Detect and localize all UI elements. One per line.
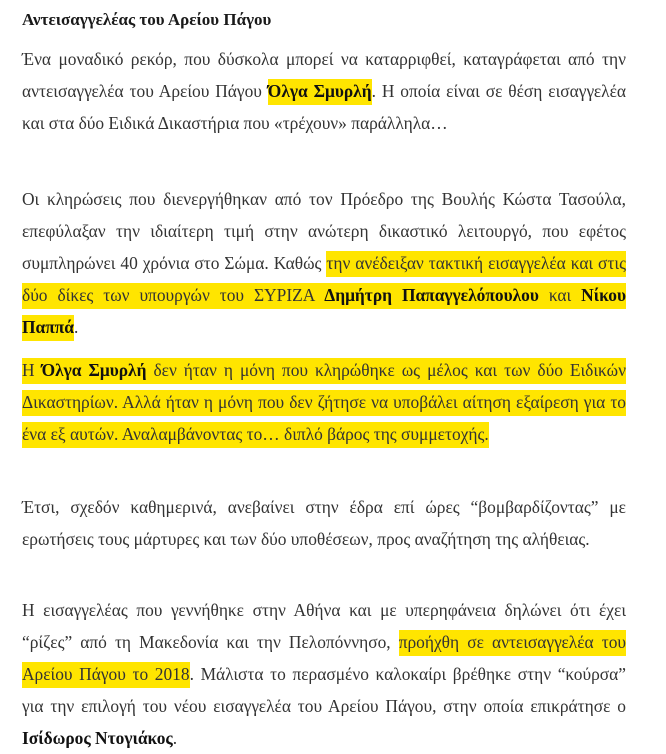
article-heading: Αντεισαγγελέας του Αρείου Πάγου	[22, 10, 272, 29]
highlighted-text: την ανέδειξαν τακτική εισαγγελέα και στις δύο δίκες των υπουργών του ΣΥΡΙΖΑ	[22, 251, 626, 309]
text-segment: Η εισαγγελέας που γεννήθηκε στην Αθήνα και με υπερηφάνεια δηλώνει ότι έχει “ρίζες” από τη Μακεδονία και την Πελοπόννησο,	[22, 600, 626, 652]
text-segment: Έτσι, σχεδόν καθημερινά, ανεβαίνει στην έδρα επί ώρες “βομβαρδίζοντας” με ερωτήσεις τους μάρτυρες και των δύο υποθέσεων, προς αναζήτηση της αλήθειας.	[22, 497, 626, 549]
text-segment: .	[74, 317, 79, 337]
bold-name: Ισίδωρος Ντογιάκος	[22, 728, 173, 748]
text-segment: .	[172, 728, 178, 748]
text-segment: . Η οποία είναι σε θέση εισαγγελέα και στα δύο Ειδικά Δικαστήρια που «τρέχουν» παράλληλα…	[22, 81, 626, 133]
text-segment: . Μάλιστα το περασμένο καλοκαίρι βρέθηκε στην “κούρσα” για την επιλογή του νέου εισαγγελέα του Αρείου Πάγου, στην οποία επικράτησε ο	[22, 664, 626, 716]
paragraph-2	[22, 183, 626, 343]
paragraph-3	[22, 354, 626, 450]
paragraph-1	[22, 43, 626, 139]
highlighted-name: Όλγα Σμυρλή	[268, 79, 372, 105]
highlighted-name: Όλγα Σμυρλή	[42, 358, 147, 384]
highlighted-name: Νίκου Παππά	[22, 283, 626, 341]
highlighted-text: Η	[22, 358, 42, 384]
paragraph-5	[22, 594, 626, 754]
text-segment: Ένα μοναδικό ρεκόρ, που δύσκολα μπορεί να καταρριφθεί, καταγράφεται από την αντεισαγγελέα του Αρείου Πάγου	[22, 49, 626, 101]
highlighted-text: δεν ήταν η μόνη που κληρώθηκε ως μέλος και των δύο Ειδικών Δικαστηρίων. Αλλά ήταν η μόνη που δεν ζήτησε να υποβάλει αίτηση εξαίρεση για το ένα εξ αυτών. Αναλαμβάνοντας το… διπλό βάρος της συμμετοχής.	[22, 358, 626, 448]
highlighted-text: προήχθη σε αντεισαγγελέα του Αρείου Πάγου το 2018	[22, 630, 626, 688]
text-segment: Οι κληρώσεις που διενεργήθηκαν από τον Πρόεδρο της Βουλής Κώστα Τασούλα, επεφύλαξαν την ιδιαίτερη τιμή στην ανώτερη δικαστικό λειτουργό, που εφέτος συμπληρώνει 40 χρόνια στο Σώμα. Καθώς	[22, 189, 626, 273]
paragraph-4	[22, 491, 626, 555]
highlighted-name: Δημήτρη Παπαγγελόπουλου	[324, 283, 539, 309]
highlighted-text: και	[539, 283, 581, 309]
